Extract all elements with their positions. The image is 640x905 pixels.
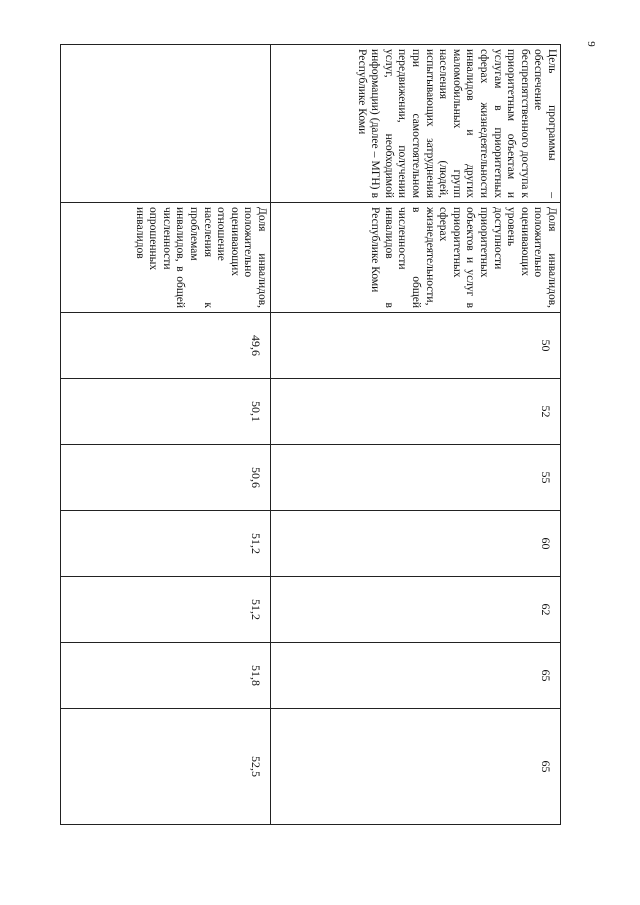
value-cell: 51,8 — [61, 643, 271, 709]
page-number: 9 — [584, 41, 597, 47]
goal-cell: Цель программы – обеспечение беспрепятственного доступа к приоритетным объектам и услугам в приоритетных сферах жизнедеятельности инвалидов и других маломобильных групп населения (людей, испытывающих затруднения при самостоятельном передвижении, получении услуг, необходимой информации) (далее – МГН) в Республике Коми — [271, 45, 561, 203]
value-cell: 50,6 — [61, 445, 271, 511]
table-row — [61, 45, 271, 825]
goal-cell — [61, 45, 271, 203]
value-cell: 51,2 — [61, 511, 271, 577]
value-cell: 51,2 — [61, 577, 271, 643]
value-cell: 50 — [271, 313, 561, 379]
value-cell: 65 — [271, 709, 561, 825]
table-row — [271, 45, 561, 825]
value-cell: 52 — [271, 379, 561, 445]
indicator-cell: Доля инвалидов, положительно оценивающих уровень доступности приоритетных объектов и услуг в приоритетных сферах жизнедеятельности, в общей численности инвалидов в Республике Коми — [271, 203, 561, 313]
value-cell: 52,5 — [61, 709, 271, 825]
value-cell: 55 — [271, 445, 561, 511]
value-cell: 50,1 — [61, 379, 271, 445]
indicators-table — [60, 44, 561, 825]
indicator-cell: Доля инвалидов, положительно оценивающих отношение населения к проблемам инвалидов, в общей численности опрошенных инвалидов — [61, 203, 271, 313]
value-cell: 65 — [271, 643, 561, 709]
value-cell: 60 — [271, 511, 561, 577]
value-cell: 49,6 — [61, 313, 271, 379]
value-cell: 62 — [271, 577, 561, 643]
